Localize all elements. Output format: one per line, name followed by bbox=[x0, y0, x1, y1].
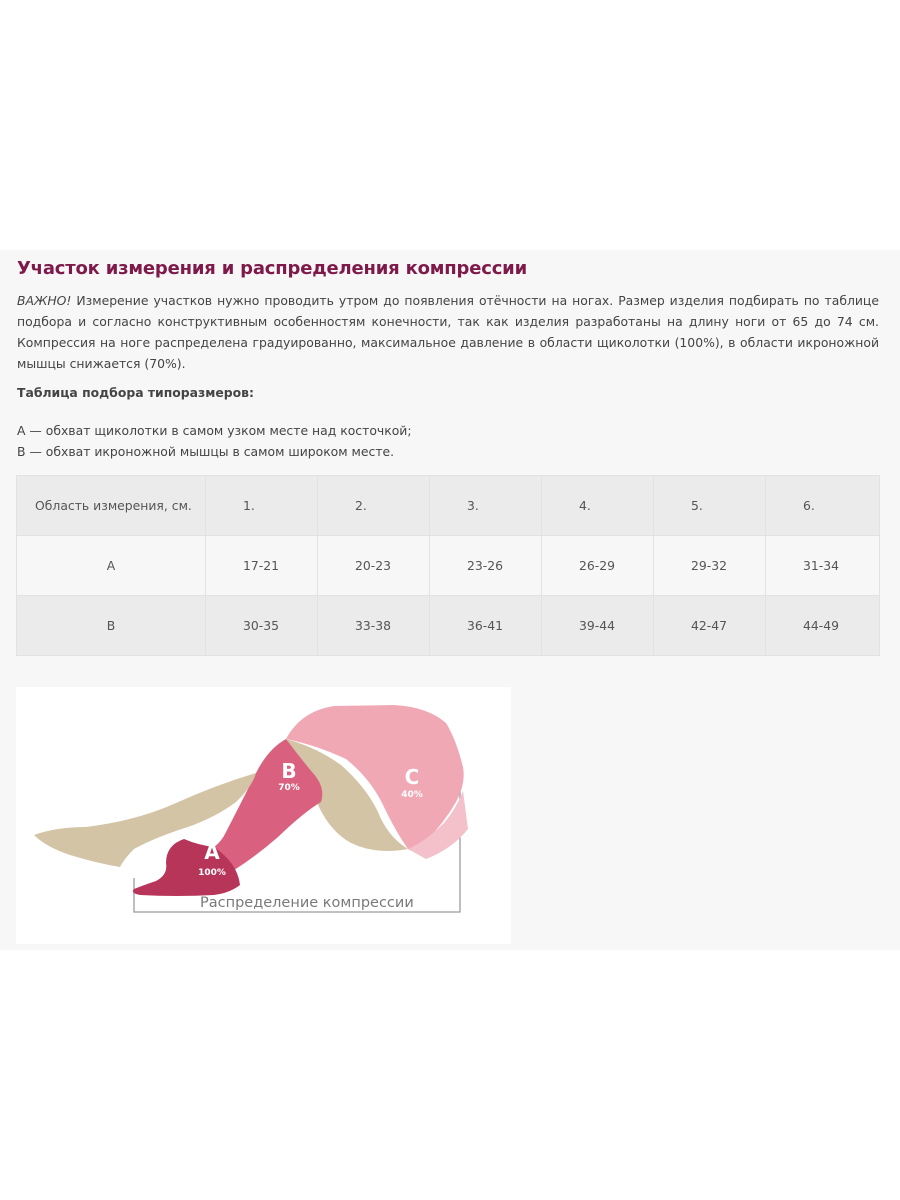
table-row bbox=[17, 596, 880, 656]
table-header-cell: 4. bbox=[542, 476, 654, 536]
diagram-caption: Распределение компрессии bbox=[200, 895, 414, 911]
table-cell: 17-21 bbox=[206, 536, 318, 596]
compression-diagram-svg bbox=[16, 687, 511, 944]
table-header-cell: 2. bbox=[318, 476, 430, 536]
table-cell: 26-29 bbox=[542, 536, 654, 596]
measurement-legend bbox=[17, 420, 412, 462]
table-cell: 31-34 bbox=[766, 536, 880, 596]
zone-a-percent: 100% bbox=[198, 868, 226, 878]
content-panel bbox=[0, 250, 900, 950]
zone-b-letter: B bbox=[281, 759, 297, 783]
zone-c-percent: 40% bbox=[401, 790, 423, 800]
size-table bbox=[16, 475, 880, 656]
table-cell: 39-44 bbox=[542, 596, 654, 656]
sizes-table-heading: Таблица подбора типоразмеров: bbox=[17, 385, 254, 400]
table-header-cell: Область измерения, см. bbox=[17, 476, 206, 536]
zone-a-letter: A bbox=[204, 840, 220, 864]
table-cell: 29-32 bbox=[654, 536, 766, 596]
legend-item-a: А — обхват щиколотки в самом узком месте над косточкой; bbox=[17, 423, 412, 438]
table-cell: 23-26 bbox=[430, 536, 542, 596]
section-title: Участок измерения и распределения компрессии bbox=[17, 258, 528, 279]
intro-paragraph bbox=[17, 290, 879, 374]
compression-diagram bbox=[16, 687, 511, 944]
table-cell: 20-23 bbox=[318, 536, 430, 596]
table-header-cell: 3. bbox=[430, 476, 542, 536]
legend-item-b: В — обхват икроножной мышцы в самом широком месте. bbox=[17, 444, 395, 459]
important-label: ВАЖНО! bbox=[17, 293, 72, 308]
table-header-cell: 5. bbox=[654, 476, 766, 536]
table-header-cell: 1. bbox=[206, 476, 318, 536]
table-row bbox=[17, 536, 880, 596]
zone-c-letter: C bbox=[404, 765, 420, 789]
table-cell: 44-49 bbox=[766, 596, 880, 656]
table-cell: 30-35 bbox=[206, 596, 318, 656]
intro-text: Измерение участков нужно проводить утром до появления отёчности на ногах. Размер изделия подбирать по таблице подбора и согласно конструктивным особенностям конечности, так как изделия разработаны на длину ноги от 65 до 74 см. Компрессия на ноге распределена градуированно, максимальное давление в области щиколотки (100%), в области икроножной мышцы снижается (70%). bbox=[17, 293, 879, 371]
table-header-cell: 6. bbox=[766, 476, 880, 536]
table-cell: 36-41 bbox=[430, 596, 542, 656]
table-cell-row-label: А bbox=[17, 536, 206, 596]
table-cell: 33-38 bbox=[318, 596, 430, 656]
zone-b-percent: 70% bbox=[278, 783, 300, 793]
table-cell: 42-47 bbox=[654, 596, 766, 656]
table-cell-row-label: В bbox=[17, 596, 206, 656]
table-header-row bbox=[17, 476, 880, 536]
